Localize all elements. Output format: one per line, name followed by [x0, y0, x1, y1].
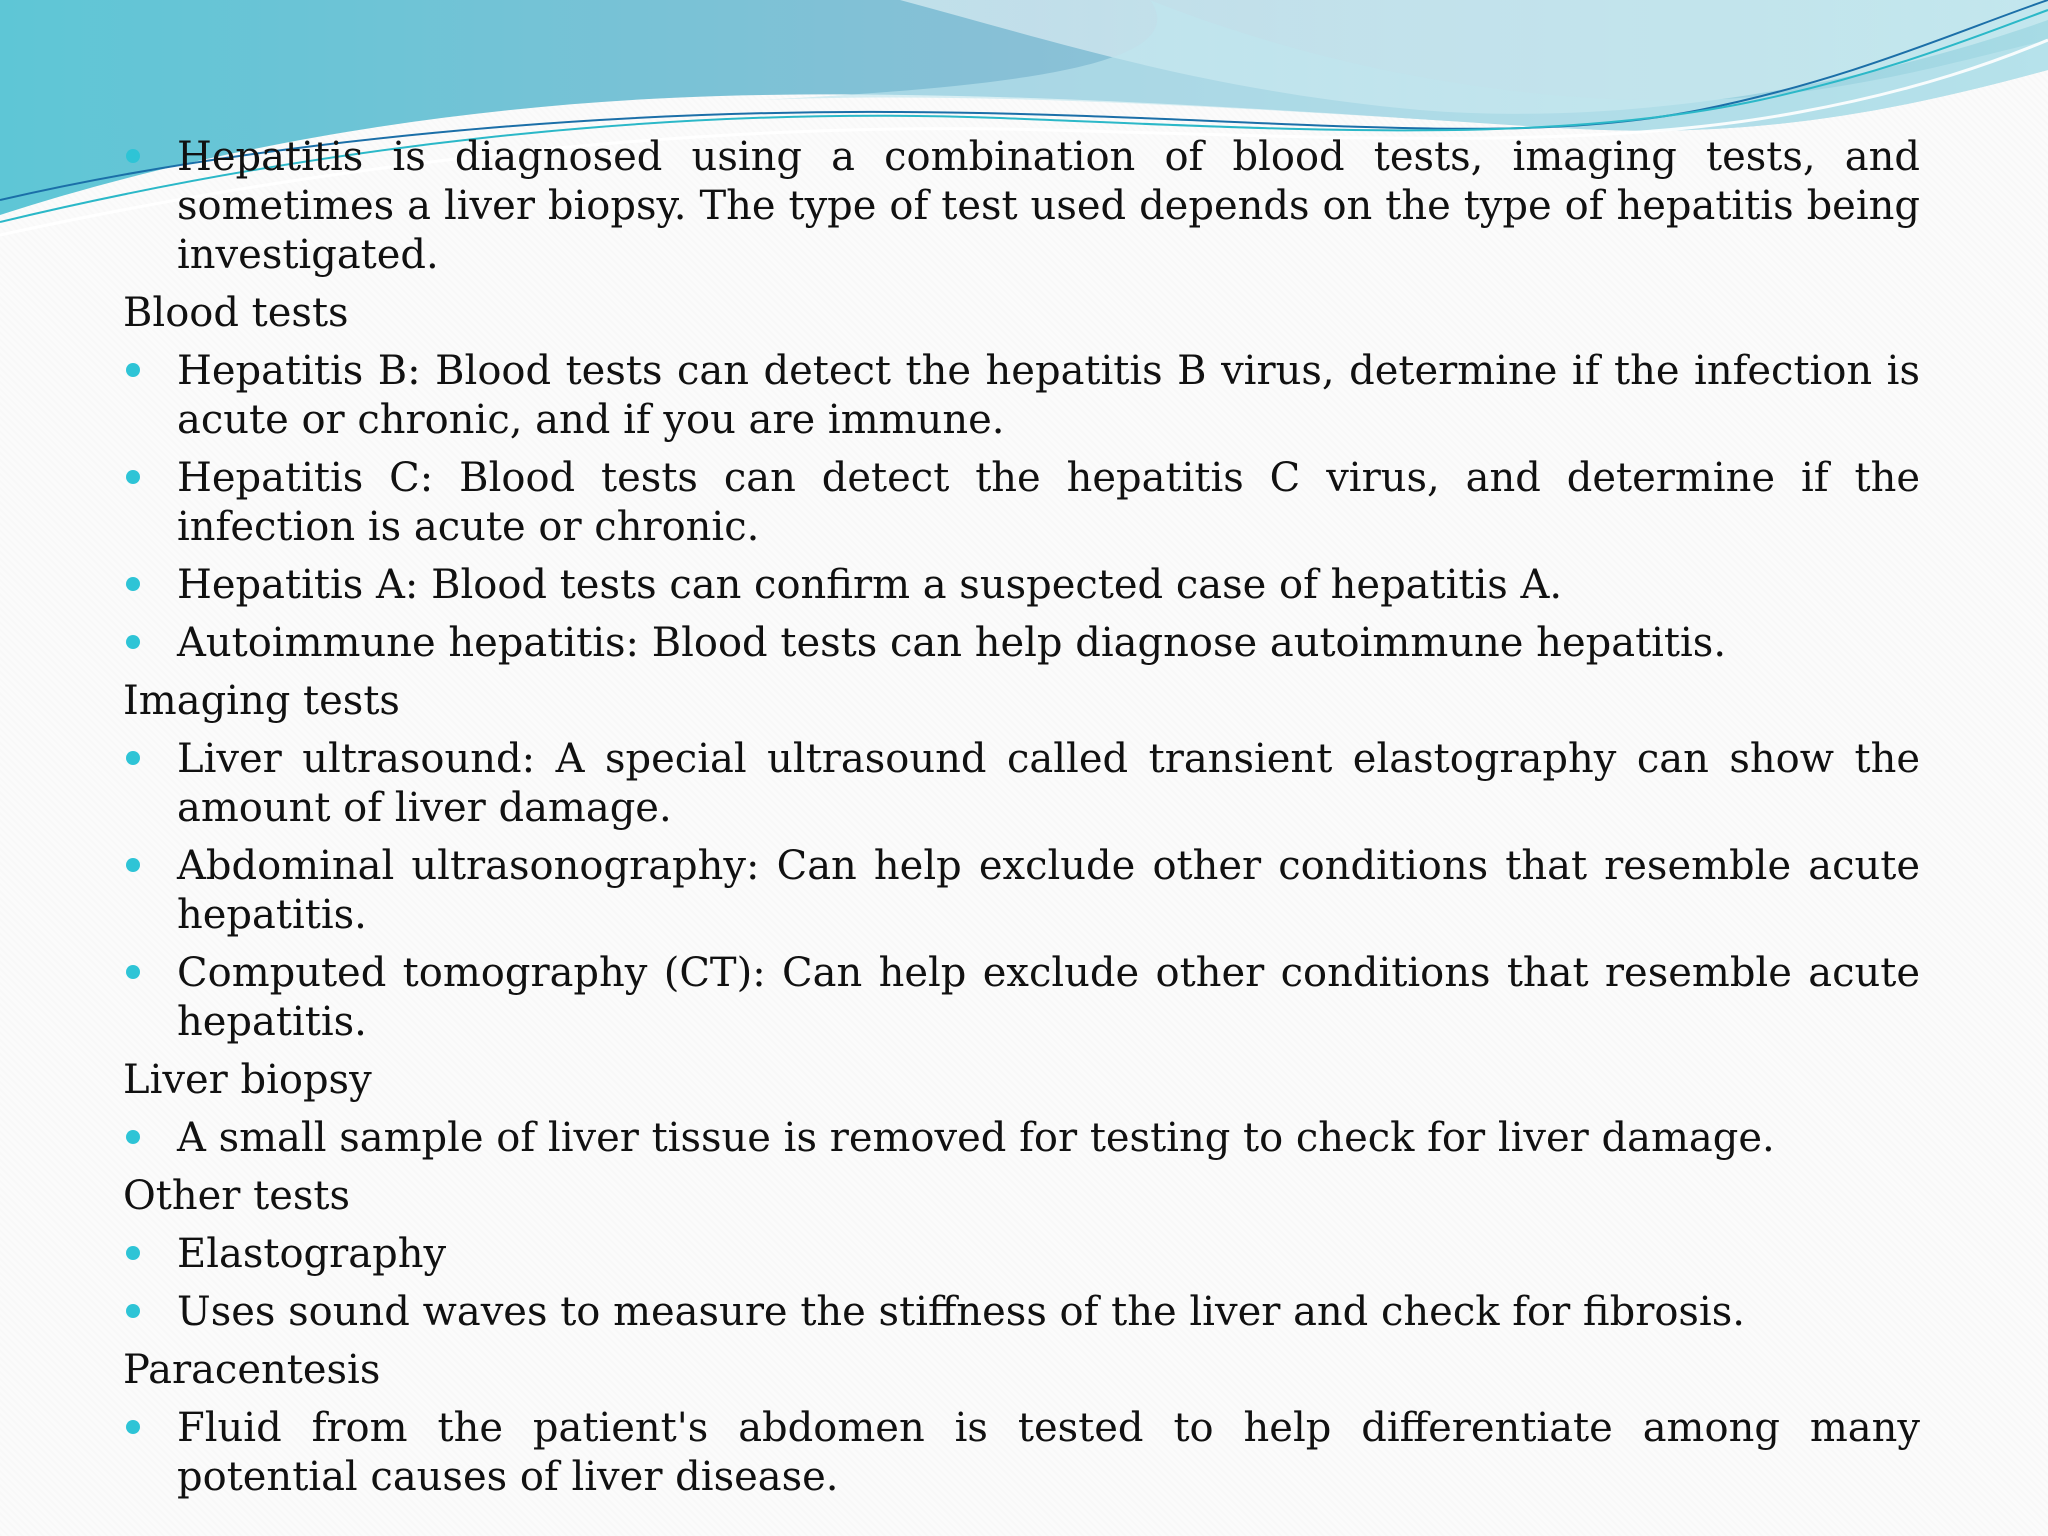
bullet-dot-icon	[126, 577, 140, 591]
bullet-dot-icon	[126, 1246, 140, 1260]
section-heading: Imaging tests	[123, 678, 400, 724]
bullet-item	[123, 1404, 1920, 1502]
bullet-item	[123, 133, 1920, 280]
section-heading: Blood tests	[123, 290, 349, 336]
bullet-dot-icon	[126, 1420, 140, 1434]
bullet-item	[123, 949, 1920, 1047]
bullet-text: Hepatitis C: Blood tests can detect the hepatitis C virus, and determine if the infection is acute or chronic.	[177, 455, 1920, 550]
bullet-dot-icon	[126, 635, 140, 649]
bullet-text: Hepatitis A: Blood tests can confirm a suspected case of hepatitis A.	[177, 562, 1563, 608]
bullet-item	[123, 1230, 1920, 1279]
bullet-text: Uses sound waves to measure the stiffness of the liver and check for fibrosis.	[177, 1289, 1745, 1335]
bullet-dot-icon	[126, 1130, 140, 1144]
section-heading: Other tests	[123, 1173, 351, 1219]
bullet-item	[123, 561, 1920, 610]
bullet-dot-icon	[126, 149, 140, 163]
bullet-item	[123, 1288, 1920, 1337]
bullet-text: Fluid from the patient's abdomen is tested to help differentiate among many potential causes of liver disease.	[177, 1405, 1920, 1500]
bullet-item	[123, 1114, 1920, 1163]
bullet-text: A small sample of liver tissue is removed for testing to check for liver damage.	[177, 1115, 1775, 1161]
bullet-text: Autoimmune hepatitis: Blood tests can help diagnose autoimmune hepatitis.	[177, 620, 1727, 666]
bullet-item	[123, 347, 1920, 445]
section-heading: Paracentesis	[123, 1347, 381, 1393]
bullet-dot-icon	[126, 858, 140, 872]
slide-content	[123, 133, 1920, 1511]
bullet-text: Hepatitis is diagnosed using a combination of blood tests, imaging tests, and sometimes a liver biopsy. The type of test used depends on the type of hepatitis being investigated.	[177, 134, 1920, 278]
bullet-text: Hepatitis B: Blood tests can detect the hepatitis B virus, determine if the infection is acute or chronic, and if you are immune.	[177, 348, 1920, 443]
bullet-item	[123, 454, 1920, 552]
bullet-item	[123, 842, 1920, 940]
bullet-dot-icon	[126, 363, 140, 377]
bullet-text: Computed tomography (CT): Can help exclude other conditions that resemble acute hepatitis.	[177, 950, 1920, 1045]
bullet-dot-icon	[126, 470, 140, 484]
bullet-dot-icon	[126, 965, 140, 979]
bullet-item	[123, 735, 1920, 833]
bullet-text: Elastography	[177, 1231, 447, 1277]
section-heading: Liver biopsy	[123, 1057, 372, 1103]
bullet-dot-icon	[126, 1304, 140, 1318]
bullet-text: Liver ultrasound: A special ultrasound called transient elastography can show the amount of liver damage.	[177, 736, 1920, 831]
bullet-dot-icon	[126, 751, 140, 765]
bullet-item	[123, 619, 1920, 668]
bullet-text: Abdominal ultrasonography: Can help exclude other conditions that resemble acute hepatitis.	[177, 843, 1920, 938]
